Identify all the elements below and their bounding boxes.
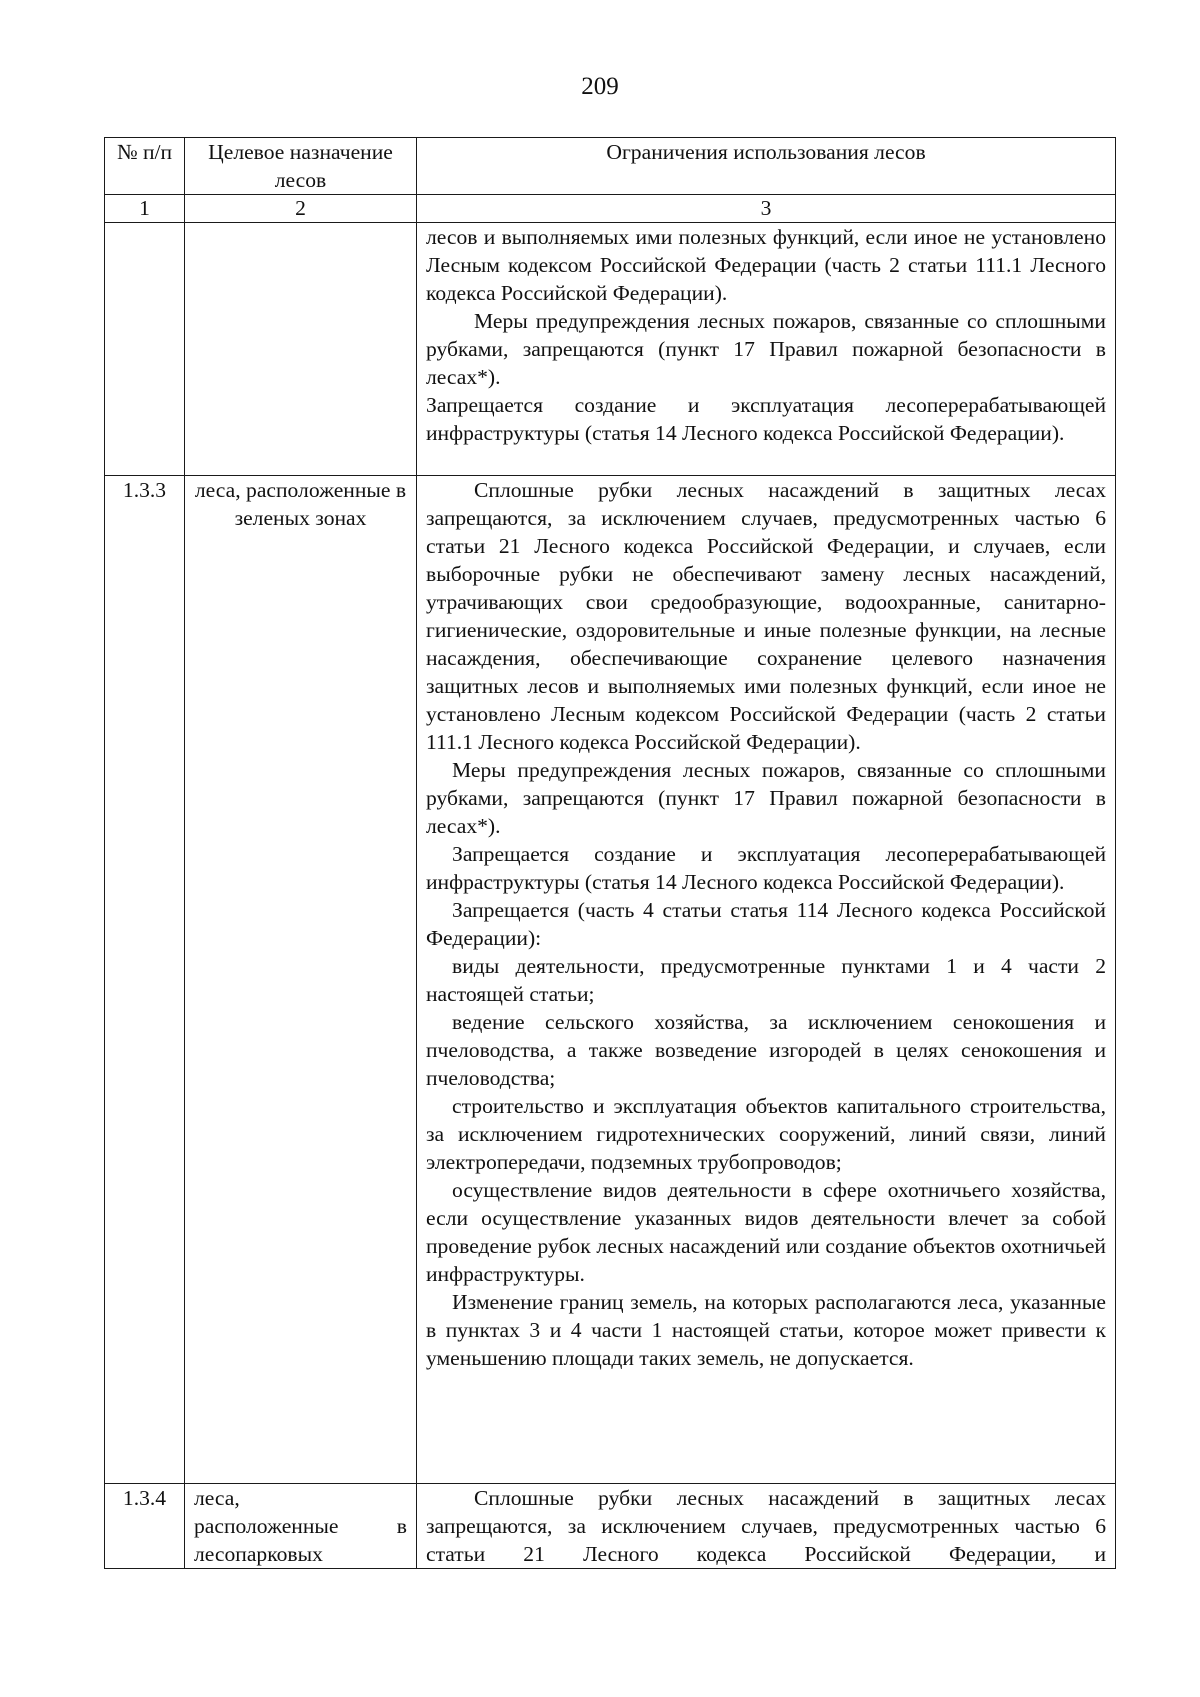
restriction-paragraph: Запрещается создание и эксплуатация лесоперерабатывающей инфраструктуры (статья 14 Лесного кодекса Российской Федерации).	[426, 842, 1106, 894]
restriction-paragraph: ведение сельского хозяйства, за исключением сенокошения и пчеловодства, а также возведение изгородей в целях сенокошения и пчеловодства;	[426, 1010, 1106, 1090]
restriction-paragraph: Запрещается (часть 4 статьи статья 114 Лесного кодекса Российской Федерации):	[426, 898, 1106, 950]
restriction-paragraph: Меры предупреждения лесных пожаров, связанные со сплошными рубками, запрещаются (пункт 17 Правил пожарной безопасности в лесах*).	[426, 309, 1106, 389]
header-purpose: Целевое назначение лесов	[185, 138, 417, 195]
purpose-line	[194, 1512, 407, 1540]
restriction-paragraph: Сплошные рубки лесных насаждений в защитных лесах запрещаются, за исключением случаев, предусмотренных частью 6 статьи 21 Лесного кодекса Российской Федерации, и случаев, если выборочные рубки не обеспечивают замену лесных насаждений, утрачивающих свои средообразующие, водоохранные, санитарно-гигиенические, оздоровительные и иные полезные функции, на лесные насаждения, обеспечивающие сохранение целевого назначения защитных лесов и выполняемых ими полезных функций, если иное не установлено Лесным кодексом Российской Федерации (часть 2 статьи 111.1 Лесного кодекса Российской Федерации).	[426, 478, 1106, 754]
table-row	[105, 1484, 1116, 1569]
restriction-paragraph: лесов и выполняемых ими полезных функций, если иное не установлено Лесным кодексом Российской Федерации (часть 2 статьи 111.1 Лесного кодекса Российской Федерации).	[426, 225, 1106, 305]
row-restrictions	[417, 1484, 1116, 1569]
row-purpose	[185, 223, 417, 476]
column-number-2: 2	[185, 195, 417, 223]
row-number: 1.3.4	[105, 1484, 185, 1569]
column-number-row	[105, 195, 1116, 223]
restriction-paragraph: Запрещается создание и эксплуатация лесоперерабатывающей инфраструктуры (статья 14 Лесного кодекса Российской Федерации).	[426, 393, 1106, 445]
row-purpose: леса, расположенные в зеленых зонах	[185, 476, 417, 1484]
header-number: № п/п	[105, 138, 185, 195]
row-number	[105, 223, 185, 476]
restriction-paragraph: Меры предупреждения лесных пожаров, связанные со сплошными рубками, запрещаются (пункт 17 Правил пожарной безопасности в лесах*).	[426, 758, 1106, 838]
column-number-1: 1	[105, 195, 185, 223]
row-restrictions	[417, 476, 1116, 1484]
purpose-word: в	[396, 1514, 407, 1538]
purpose-line: леса,	[194, 1486, 240, 1510]
column-number-3: 3	[417, 195, 1116, 223]
restriction-paragraph: строительство и эксплуатация объектов капитального строительства, за исключением гидротехнических сооружений, линий связи, линий электропередачи, подземных трубопроводов;	[426, 1094, 1106, 1174]
page-number: 209	[581, 73, 619, 100]
table-header-row	[105, 138, 1116, 195]
row-restrictions	[417, 223, 1116, 476]
purpose-line: лесопарковых	[194, 1542, 323, 1566]
header-restrictions: Ограничения использования лесов	[417, 138, 1116, 195]
restriction-paragraph: Сплошные рубки лесных насаждений в защитных лесах запрещаются, за исключением случаев, предусмотренных частью 6 статьи 21 Лесного кодекса Российской Федерации, и	[426, 1486, 1106, 1566]
table-row	[105, 223, 1116, 476]
restriction-paragraph: виды деятельности, предусмотренные пунктами 1 и 4 части 2 настоящей статьи;	[426, 954, 1106, 1006]
restriction-paragraph: Изменение границ земель, на которых располагаются леса, указанные в пунктах 3 и 4 части 1 настоящей статьи, которое может привести к уменьшению площади таких земель, не допускается.	[426, 1290, 1106, 1370]
purpose-word: расположенные	[194, 1514, 339, 1538]
table-row	[105, 476, 1116, 1484]
row-purpose	[185, 1484, 417, 1569]
restrictions-table	[104, 137, 1116, 1569]
row-number: 1.3.3	[105, 476, 185, 1484]
restriction-paragraph: осуществление видов деятельности в сфере охотничьего хозяйства, если осуществление указанных видов деятельности влечет за собой проведение рубок лесных насаждений или создание объектов охотничьей инфраструктуры.	[426, 1178, 1106, 1286]
